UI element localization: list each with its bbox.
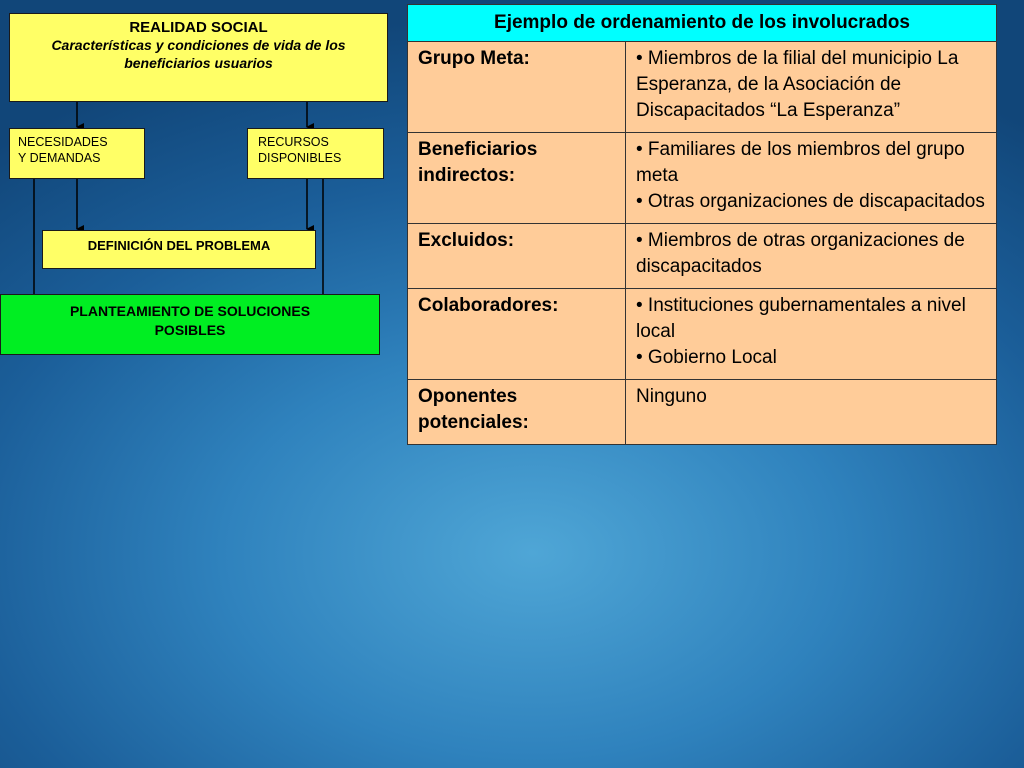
table-row-colaboradores [408, 289, 997, 380]
definicion-problema-box: DEFINICIÓN DEL PROBLEMA [42, 230, 316, 269]
row-item: • Gobierno Local [636, 347, 777, 368]
row-item: • Miembros de otras organizaciones de discapacitados [636, 230, 965, 277]
row-content [626, 133, 997, 224]
row-label: Oponentes potenciales: [408, 380, 626, 445]
table-row-beneficiarios-indirectos [408, 133, 997, 224]
table-title: Ejemplo de ordenamiento de los involucrados [408, 5, 997, 42]
realidad-social-box [9, 13, 388, 102]
planteamiento-soluciones-box: PLANTEAMIENTO DE SOLUCIONES POSIBLES [0, 294, 380, 355]
row-content [626, 380, 997, 445]
realidad-social-subtitle: Características y condiciones de vida de los beneficiarios usuarios [51, 37, 346, 71]
table-row-grupo-meta [408, 42, 997, 133]
row-item: Ninguno [636, 386, 707, 407]
row-item: • Instituciones gubernamentales a nivel local [636, 295, 966, 342]
row-content [626, 224, 997, 289]
table-header-row [408, 5, 997, 42]
realidad-social-title: REALIDAD SOCIAL [129, 19, 268, 36]
row-content [626, 42, 997, 133]
row-item: • Otras organizaciones de discapacitados [636, 191, 985, 212]
row-item: • Familiares de los miembros del grupo meta [636, 139, 965, 186]
recursos-disponibles-box: RECURSOS DISPONIBLES [247, 128, 384, 179]
row-item: • Miembros de la filial del municipio La Esperanza, de la Asociación de Discapacitados “La Esperanza” [636, 48, 959, 121]
row-label: Beneficiarios indirectos: [408, 133, 626, 224]
involucrados-table [407, 4, 997, 445]
row-label: Grupo Meta: [408, 42, 626, 133]
row-content [626, 289, 997, 380]
table-row-oponentes-potenciales [408, 380, 997, 445]
necesidades-demandas-box: NECESIDADES Y DEMANDAS [9, 128, 145, 179]
row-label: Excluidos: [408, 224, 626, 289]
row-label: Colaboradores: [408, 289, 626, 380]
table-row-excluidos [408, 224, 997, 289]
